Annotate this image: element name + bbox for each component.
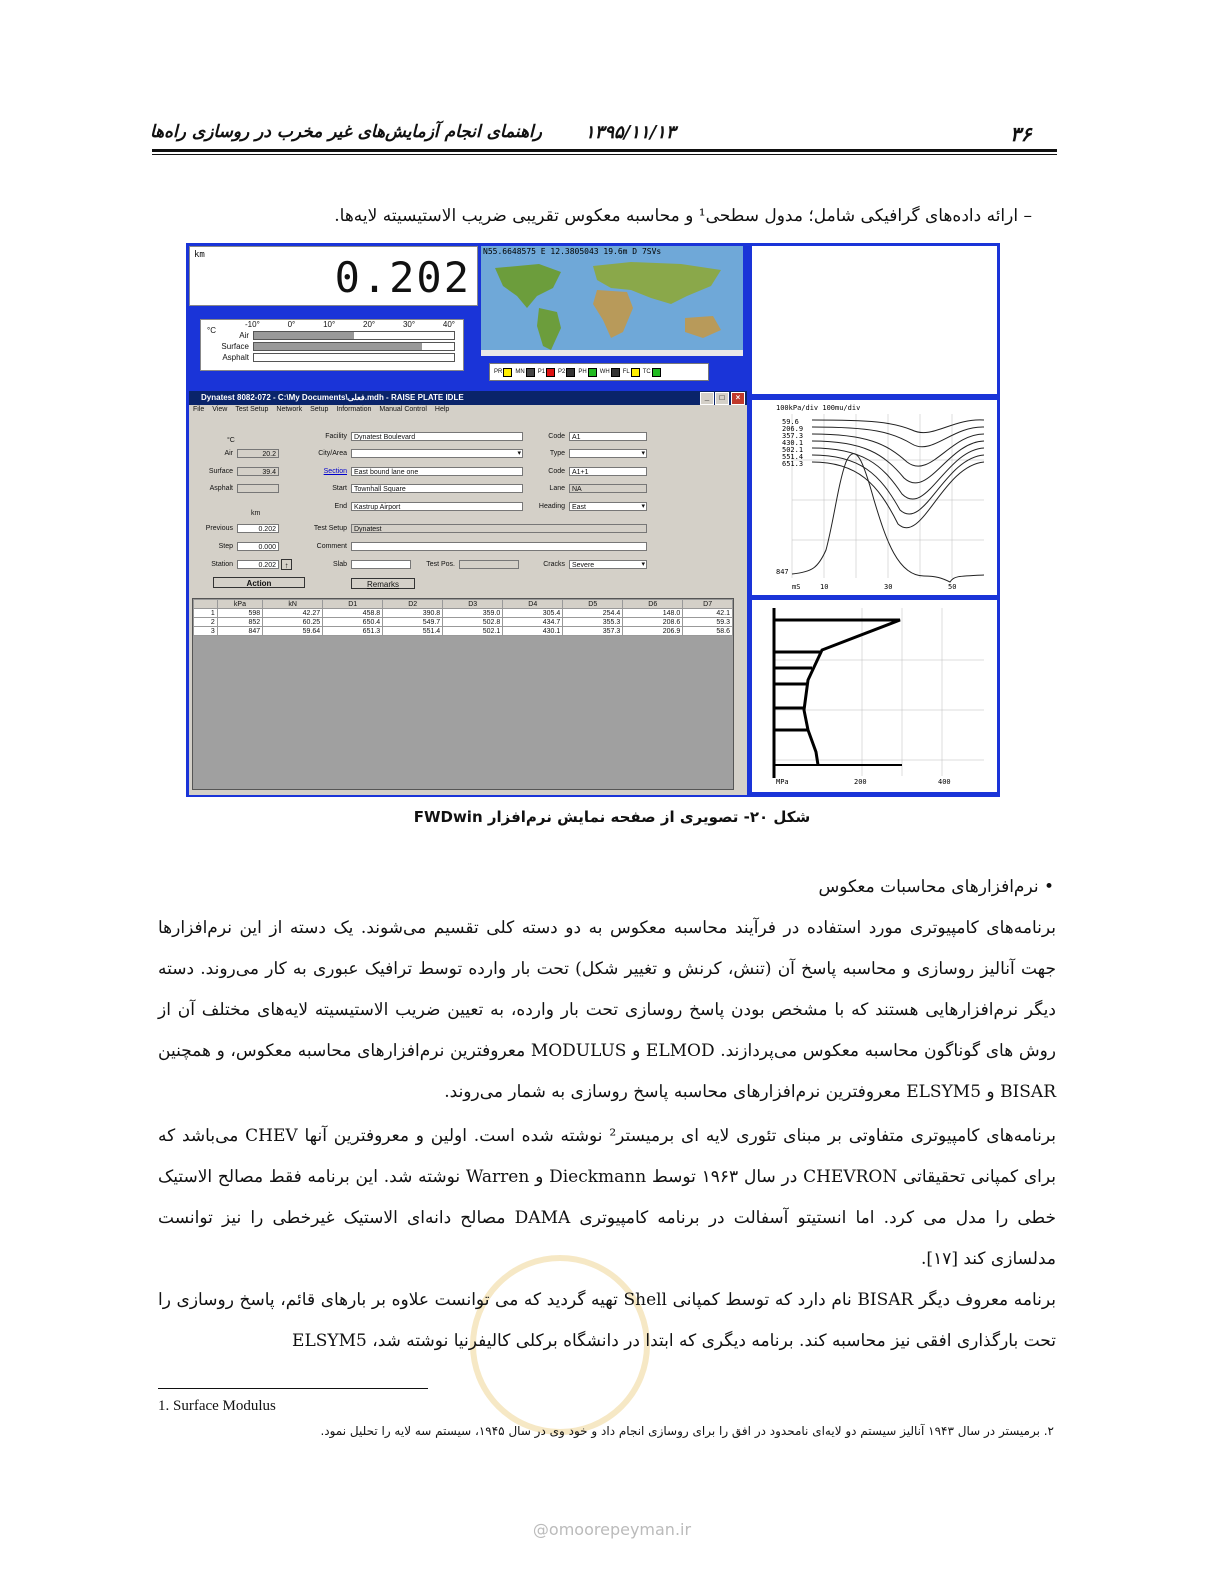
indicator-label: P1 xyxy=(537,369,546,375)
facility-field[interactable]: Dynatest Boulevard xyxy=(351,432,523,441)
indicator-mn xyxy=(515,368,534,377)
modulus-x-tick: 200 xyxy=(854,778,867,786)
deflection-x-unit: mS xyxy=(792,583,801,591)
end-label: End xyxy=(334,503,347,510)
lane-label: Lane xyxy=(549,485,565,492)
deflection-y-label: 502.1 xyxy=(782,446,804,454)
menu-file[interactable]: File xyxy=(193,406,205,413)
indicator-label: MN xyxy=(515,369,525,375)
col-header: D4 xyxy=(503,600,563,609)
previous-label: Previous xyxy=(205,525,233,532)
comment-field[interactable] xyxy=(351,542,647,551)
test-pos-field[interactable] xyxy=(459,560,519,569)
bullet-heading: • نرم‌افزارهای محاسبات معکوس xyxy=(818,877,1054,897)
col-header: D3 xyxy=(443,600,503,609)
table-cell: 355.3 xyxy=(563,618,623,627)
menu-help[interactable]: Help xyxy=(434,406,450,413)
status-indicator-bar xyxy=(489,363,709,381)
world-map-panel xyxy=(481,246,743,356)
air-field[interactable]: 20.2 xyxy=(237,449,279,458)
indicator-box xyxy=(566,368,575,377)
temp-scale-tick: 0° xyxy=(287,320,296,329)
slab-label: Slab xyxy=(332,561,347,568)
indicator-label: TC xyxy=(642,369,651,375)
gps-coordinates: N55.6648575 E 12.3805043 19.6m D 7SVs xyxy=(483,247,662,256)
modulus-chart xyxy=(752,600,997,792)
indicator-box xyxy=(631,368,640,377)
deflection-chart xyxy=(752,400,997,595)
menu-information[interactable]: Information xyxy=(336,406,372,413)
temp-scale xyxy=(245,320,455,329)
code2-field[interactable]: A1+1 xyxy=(569,467,647,476)
cracks-select[interactable]: Severe ▾ xyxy=(569,560,647,569)
km-value: 0.202 xyxy=(334,253,471,302)
type-select[interactable] xyxy=(569,449,647,458)
code-field[interactable]: A1 xyxy=(569,432,647,441)
menu-manual-control[interactable]: Manual Control xyxy=(379,406,427,413)
table-cell: 42.1 xyxy=(683,609,733,618)
facility-label: Facility xyxy=(325,433,347,440)
deflection-y-label: 430.1 xyxy=(782,439,804,447)
menu-view[interactable]: View xyxy=(212,406,228,413)
temp-scale-tick: 30° xyxy=(402,320,416,329)
table-cell: 390.8 xyxy=(383,609,443,618)
table-header-row xyxy=(194,600,733,609)
temperature-panel xyxy=(200,319,464,371)
comment-label: Comment xyxy=(316,543,347,550)
world-map-graphic xyxy=(481,246,743,356)
temp-row-label: Asphalt xyxy=(222,353,249,362)
table-cell: 598 xyxy=(217,609,262,618)
header-date: ۱۳۹۵/۱۱/۱۳ xyxy=(585,122,676,143)
indicator-box xyxy=(611,368,620,377)
section-field[interactable]: East bound lane one xyxy=(351,467,523,476)
header-rule-thick xyxy=(152,149,1057,152)
cracks-label: Cracks xyxy=(543,561,565,568)
table-cell: 650.4 xyxy=(323,618,383,627)
indicator-label: PR xyxy=(494,369,503,375)
surface-label: Surface xyxy=(208,468,233,475)
table-cell: 206.9 xyxy=(623,627,683,636)
maximize-button[interactable]: □ xyxy=(715,392,729,405)
indicator-pr xyxy=(494,368,512,377)
deflection-x-tick: 10 xyxy=(820,583,829,591)
header-rule-thin xyxy=(152,154,1057,155)
table-cell: 208.6 xyxy=(623,618,683,627)
modulus-x-unit: MPa xyxy=(776,778,789,786)
start-label: Start xyxy=(332,485,347,492)
code2-label: Code xyxy=(548,468,565,475)
indicator-box xyxy=(588,368,597,377)
station-label: Station xyxy=(211,561,233,568)
col-header xyxy=(194,600,218,609)
table-cell: 549.7 xyxy=(383,618,443,627)
table-cell: 502.8 xyxy=(443,618,503,627)
indicator-ph xyxy=(578,368,596,377)
deflection-y-label: 357.3 xyxy=(782,432,804,440)
col-header: D6 xyxy=(623,600,683,609)
indicator-label: FL xyxy=(622,369,630,375)
km-unit-label: km xyxy=(194,250,205,260)
deflection-y-label: 59.6 xyxy=(782,418,799,426)
km-label: km xyxy=(251,510,261,517)
slab-field[interactable] xyxy=(351,560,411,569)
deflection-table xyxy=(192,598,734,790)
test-setup-label: Test Setup xyxy=(313,525,347,532)
indicator-wh xyxy=(600,368,620,377)
previous-field[interactable]: 0.202 xyxy=(237,524,279,533)
table-cell: 59.3 xyxy=(683,618,733,627)
temp-bar-asphalt xyxy=(253,353,455,362)
indicator-label: PH xyxy=(578,369,587,375)
dynatest-dialog xyxy=(189,391,747,795)
blank-panel xyxy=(752,246,997,394)
col-header: D5 xyxy=(563,600,623,609)
paragraph-3: برنامه معروف دیگر BISAR نام دارد که توسط کمپانی Shell تهیه گردید که می توانست علاوه بر بارهای قائم، پاسخ روسازی را تحت بارگذاری افقی نیز محاسبه کند. برنامه دیگری که ابتدا در دانشگاه برکلی کالیفرنیا نوشته شد، ELSYM5 xyxy=(158,1290,1057,1351)
station-field[interactable]: 0.202 xyxy=(237,560,279,569)
deflection-y-label: 206.9 xyxy=(782,425,804,433)
dialog-title-bar xyxy=(189,391,747,405)
col-header: kN xyxy=(263,600,323,609)
step-label: Step xyxy=(218,543,233,550)
table-cell: 852 xyxy=(217,618,262,627)
deflection-y-label: 551.4 xyxy=(782,453,804,461)
table-cell: 59.64 xyxy=(263,627,323,636)
table-cell: 359.0 xyxy=(443,609,503,618)
dialog-menu-bar xyxy=(189,406,747,417)
indicator-box xyxy=(546,368,555,377)
arrow-up-icon[interactable]: ↑ xyxy=(281,559,292,570)
temp-unit-label: °C xyxy=(227,437,235,444)
indicator-label: WH xyxy=(599,369,610,375)
test-setup-field[interactable]: Dynatest xyxy=(351,524,647,533)
deflection-bottom-value: 847 xyxy=(776,568,789,576)
lane-field[interactable]: NA xyxy=(569,484,647,493)
temp-row-label: Air xyxy=(239,331,249,340)
start-field[interactable]: Townhall Square xyxy=(351,484,523,493)
temp-bar-air xyxy=(253,331,455,340)
minimize-button[interactable]: _ xyxy=(700,392,714,405)
table-row[interactable] xyxy=(194,618,733,627)
step-field[interactable]: 0.000 xyxy=(237,542,279,551)
table-row[interactable] xyxy=(194,627,733,636)
section-link[interactable]: Section xyxy=(323,468,347,475)
intro-line: – ارائه داده‌های گرافیکی شامل؛ مدول سطحی¹ و محاسبه معکوس تقریبی ضریب الاستیسیته لایه‌ها. xyxy=(334,206,1032,226)
table-cell: 551.4 xyxy=(383,627,443,636)
asphalt-field[interactable] xyxy=(237,484,279,493)
col-header: kPa xyxy=(217,600,262,609)
paragraph-1: برنامه‌های کامپیوتری مورد استفاده در فرآیند محاسبه معکوس به دو دسته کلی تقسیم می‌شوند. یک دسته از این نرم‌افزارها جهت آنالیز روسازی و محاسبه پاسخ آن (تنش، کرنش و تغییر شکل) تحت بار وارده توسط ترافیک عبوری به کار می‌روند. دسته دیگر نرم‌افزارهایی هستند که با مشخص بودن پاسخ روسازی تحت بار وارده، به تعیین ضریب الاستیسیته لایه‌های مختلف آن از روش های گوناگون محاسبه معکوس می‌پردازند. ELMOD و MODULUS معروفترین نرم‌افزارهای محاسبه معکوس، و همچنین BISAR و ELSYM5 معروفترین نرم‌افزارهای محاسبه پاسخ روسازی به شمار می‌روند. xyxy=(158,918,1056,1102)
table-cell: 58.6 xyxy=(683,627,733,636)
city-area-label: City/Area xyxy=(318,450,347,457)
table-cell: 42.27 xyxy=(263,609,323,618)
header-title: راهنمای انجام آزمایش‌های غیر مخرب در روسازی راه‌ها xyxy=(150,122,542,142)
table-cell: 458.8 xyxy=(323,609,383,618)
dialog-title: Dynatest 8082-072 - C:\My Documents\فعلی.mdh - RAISE PLATE IDLE xyxy=(201,393,464,402)
modulus-chart-panel xyxy=(752,600,997,792)
temp-row-label: Surface xyxy=(221,342,249,351)
heading-select[interactable]: East ▾ xyxy=(569,502,647,511)
code-label: Code xyxy=(548,433,565,440)
table-cell: 847 xyxy=(217,627,262,636)
indicator-box xyxy=(503,368,512,377)
menu-setup[interactable]: Setup xyxy=(310,406,329,413)
close-button[interactable]: × xyxy=(731,392,745,405)
page-number: ۳۶ xyxy=(1010,122,1032,146)
surface-field[interactable]: 39.4 xyxy=(237,467,279,476)
table-cell: 651.3 xyxy=(323,627,383,636)
test-pos-label: Test Pos. xyxy=(426,561,455,568)
deflection-chart-title: 100kPa/div 100mu/div xyxy=(776,404,861,412)
table-cell: 3 xyxy=(194,627,218,636)
footnote-1: 1. Surface Modulus xyxy=(158,1398,276,1414)
temp-scale-tick: 40° xyxy=(442,320,455,329)
col-header: D2 xyxy=(383,600,443,609)
table-cell: 502.1 xyxy=(443,627,503,636)
table-cell: 434.7 xyxy=(503,618,563,627)
table-cell: 60.25 xyxy=(263,618,323,627)
footnote-2: ۲. برمیستر در سال ۱۹۴۳ آنالیز سیستم دو لایه‌ای نامحدود در افق را برای روسازی انجام داد و خود وی در سال ۱۹۴۵، سیستم سه لایه را تحلیل نمود. xyxy=(320,1424,1054,1438)
city-area-select[interactable] xyxy=(351,449,523,458)
table-cell: 305.4 xyxy=(503,609,563,618)
indicator-label: P2 xyxy=(558,369,566,375)
indicator-box xyxy=(652,368,661,377)
fwdwin-screenshot xyxy=(186,243,1000,797)
table-cell: 254.4 xyxy=(563,609,623,618)
end-field[interactable]: Kastrup Airport xyxy=(351,502,523,511)
deflection-data-table xyxy=(193,599,733,636)
footnote-rule xyxy=(158,1388,428,1389)
modulus-profile xyxy=(774,620,902,765)
table-row[interactable] xyxy=(194,609,733,618)
action-button[interactable]: Action xyxy=(213,577,305,588)
km-display-panel xyxy=(189,246,478,306)
type-label: Type xyxy=(549,450,565,457)
asphalt-label: Asphalt xyxy=(209,485,233,492)
table-cell: 1 xyxy=(194,609,218,618)
indicator-p1 xyxy=(538,368,555,377)
table-cell: 357.3 xyxy=(563,627,623,636)
deflection-x-tick: 50 xyxy=(948,583,957,591)
deflection-grid xyxy=(792,414,984,578)
temp-scale-tick: 20° xyxy=(363,320,376,329)
temp-scale-tick: 10° xyxy=(323,320,336,329)
menu-test-setup[interactable]: Test Setup xyxy=(235,406,269,413)
table-cell: 2 xyxy=(194,618,218,627)
modulus-x-tick: 400 xyxy=(938,778,951,786)
indicator-p2 xyxy=(558,368,575,377)
figure-caption: شکل ۲۰- تصویری از صفحه نمایش نرم‌افزار FWDwin xyxy=(413,808,811,826)
table-cell: 430.1 xyxy=(503,627,563,636)
col-header: D1 xyxy=(323,600,383,609)
table-cell: 148.0 xyxy=(623,609,683,618)
indicator-box xyxy=(526,368,535,377)
deflection-x-tick: 30 xyxy=(884,583,893,591)
menu-network[interactable]: Network xyxy=(276,406,303,413)
site-watermark: @omoorepeyman.ir xyxy=(532,1520,692,1539)
temp-scale-tick: -10° xyxy=(245,320,260,329)
temp-unit: °C xyxy=(207,326,216,335)
indicator-fl xyxy=(623,368,640,377)
deflection-chart-panel xyxy=(752,400,997,595)
temp-bar-surface xyxy=(253,342,455,351)
remarks-button[interactable]: Remarks xyxy=(351,578,415,589)
indicator-tc xyxy=(643,368,661,377)
deflection-y-label: 651.3 xyxy=(782,460,804,468)
col-header: D7 xyxy=(683,600,733,609)
heading-label: Heading xyxy=(538,503,565,510)
paragraph-2: برنامه‌های کامپیوتری متفاوتی بر مبنای تئوری لایه ای برمیستر² نوشته شده است. اولین و معروفترین آنها CHEV می‌باشد که برای کمپانی تحقیقاتی CHEVRON در سال ۱۹۶۳ توسط Dieckmann و Warren نوشته شد. این برنامه فقط مصالح الاستیک خطی را مدل می کرد. اما انستیتو آسفالت در برنامه کامپیوتری DAMA مصالح دانه‌ای الاستیک غیرخطی را نیز توانست مدلسازی کند [۱۷]. xyxy=(158,1126,1056,1269)
air-label: Air xyxy=(224,450,233,457)
